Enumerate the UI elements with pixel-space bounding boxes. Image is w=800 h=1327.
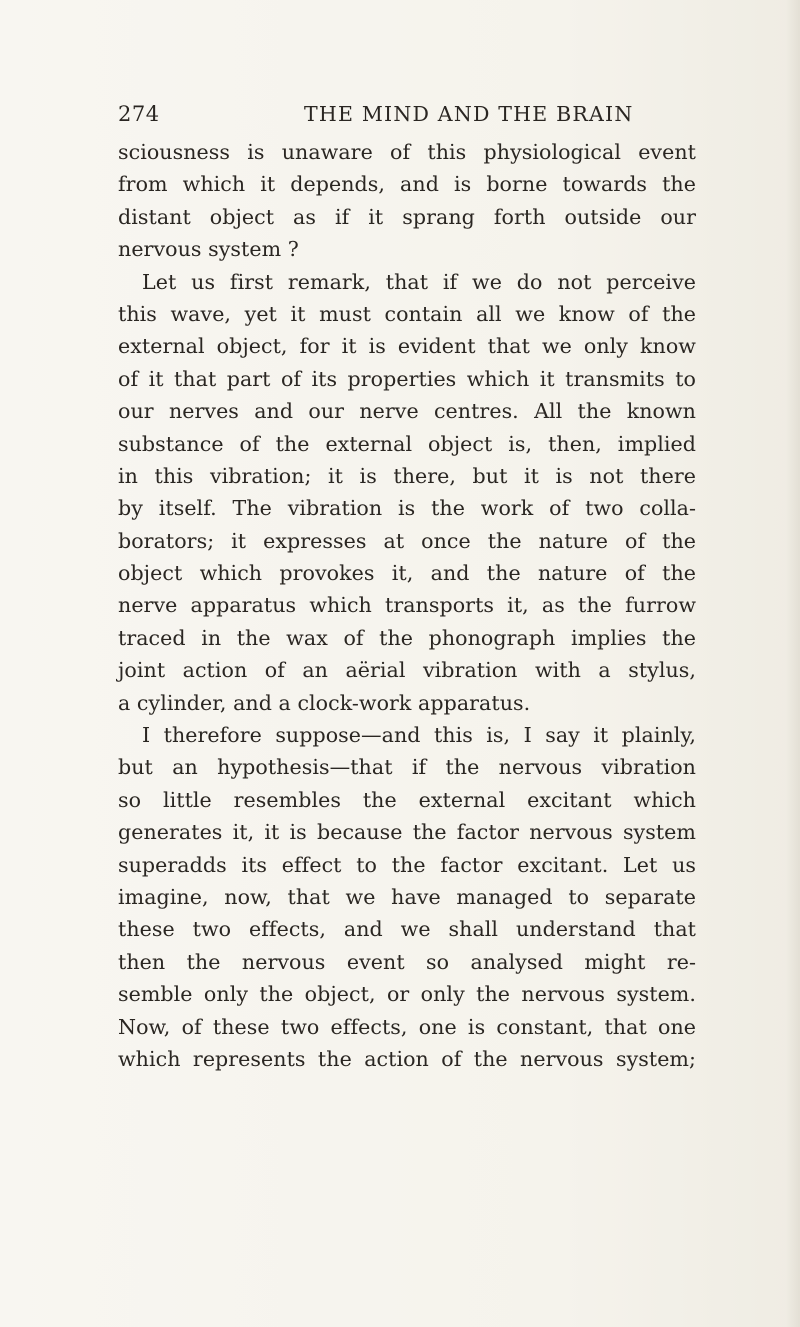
- text-line: distant object as if it sprang forth outside our: [118, 204, 696, 229]
- text-line: but an hypothesis—that if the nervous vibration: [118, 755, 696, 780]
- text-line: Now, of these two effects, one is constant, that one: [118, 1014, 696, 1039]
- text-line: substance of the external object is, then, implied: [118, 431, 696, 456]
- text-line: nervous system ?: [118, 237, 299, 262]
- text-line: which represents the action of the nervous system;: [118, 1046, 696, 1071]
- text-line: by itself. The vibration is the work of two colla-: [118, 496, 696, 521]
- body-text: [118, 136, 696, 1075]
- text-line: semble only the object, or only the nervous system.: [118, 982, 696, 1007]
- text-line: I therefore suppose—and this is, I say it plainly,: [142, 723, 696, 748]
- page-edge-shadow: [786, 0, 800, 1327]
- text-line: imagine, now, that we have managed to separate: [118, 884, 696, 909]
- running-head: THE MIND AND THE BRAIN: [304, 102, 634, 126]
- text-line: of it that part of its properties which it transmits to: [118, 366, 696, 391]
- text-line: object which provokes it, and the nature of the: [118, 561, 696, 586]
- text-line: in this vibration; it is there, but it is not there: [118, 463, 696, 488]
- page-header: [118, 96, 698, 132]
- text-line: superadds its effect to the factor excitant. Let us: [118, 852, 696, 877]
- text-line: nerve apparatus which transports it, as the furrow: [118, 593, 696, 618]
- text-line: our nerves and our nerve centres. All the known: [118, 399, 696, 424]
- text-line: Let us first remark, that if we do not perceive: [142, 269, 696, 294]
- text-line: these two effects, and we shall understand that: [118, 917, 696, 942]
- text-line: so little resembles the external excitant which: [118, 787, 696, 812]
- page-number: 274: [118, 102, 160, 126]
- text-line: external object, for it is evident that we only know: [118, 334, 696, 359]
- text-line: a cylinder, and a clock-work apparatus.: [118, 690, 531, 715]
- text-line: then the nervous event so analysed might re-: [118, 949, 696, 974]
- text-line: from which it depends, and is borne towards the: [118, 172, 696, 197]
- text-line: sciousness is unaware of this physiological event: [118, 140, 696, 164]
- text-line: borators; it expresses at once the nature of the: [118, 528, 696, 553]
- text-line: traced in the wax of the phonograph implies the: [118, 625, 696, 650]
- text-line: generates it, it is because the factor nervous system: [118, 820, 696, 845]
- text-line: joint action of an aërial vibration with a stylus,: [118, 658, 696, 683]
- text-line: this wave, yet it must contain all we know of the: [118, 301, 696, 326]
